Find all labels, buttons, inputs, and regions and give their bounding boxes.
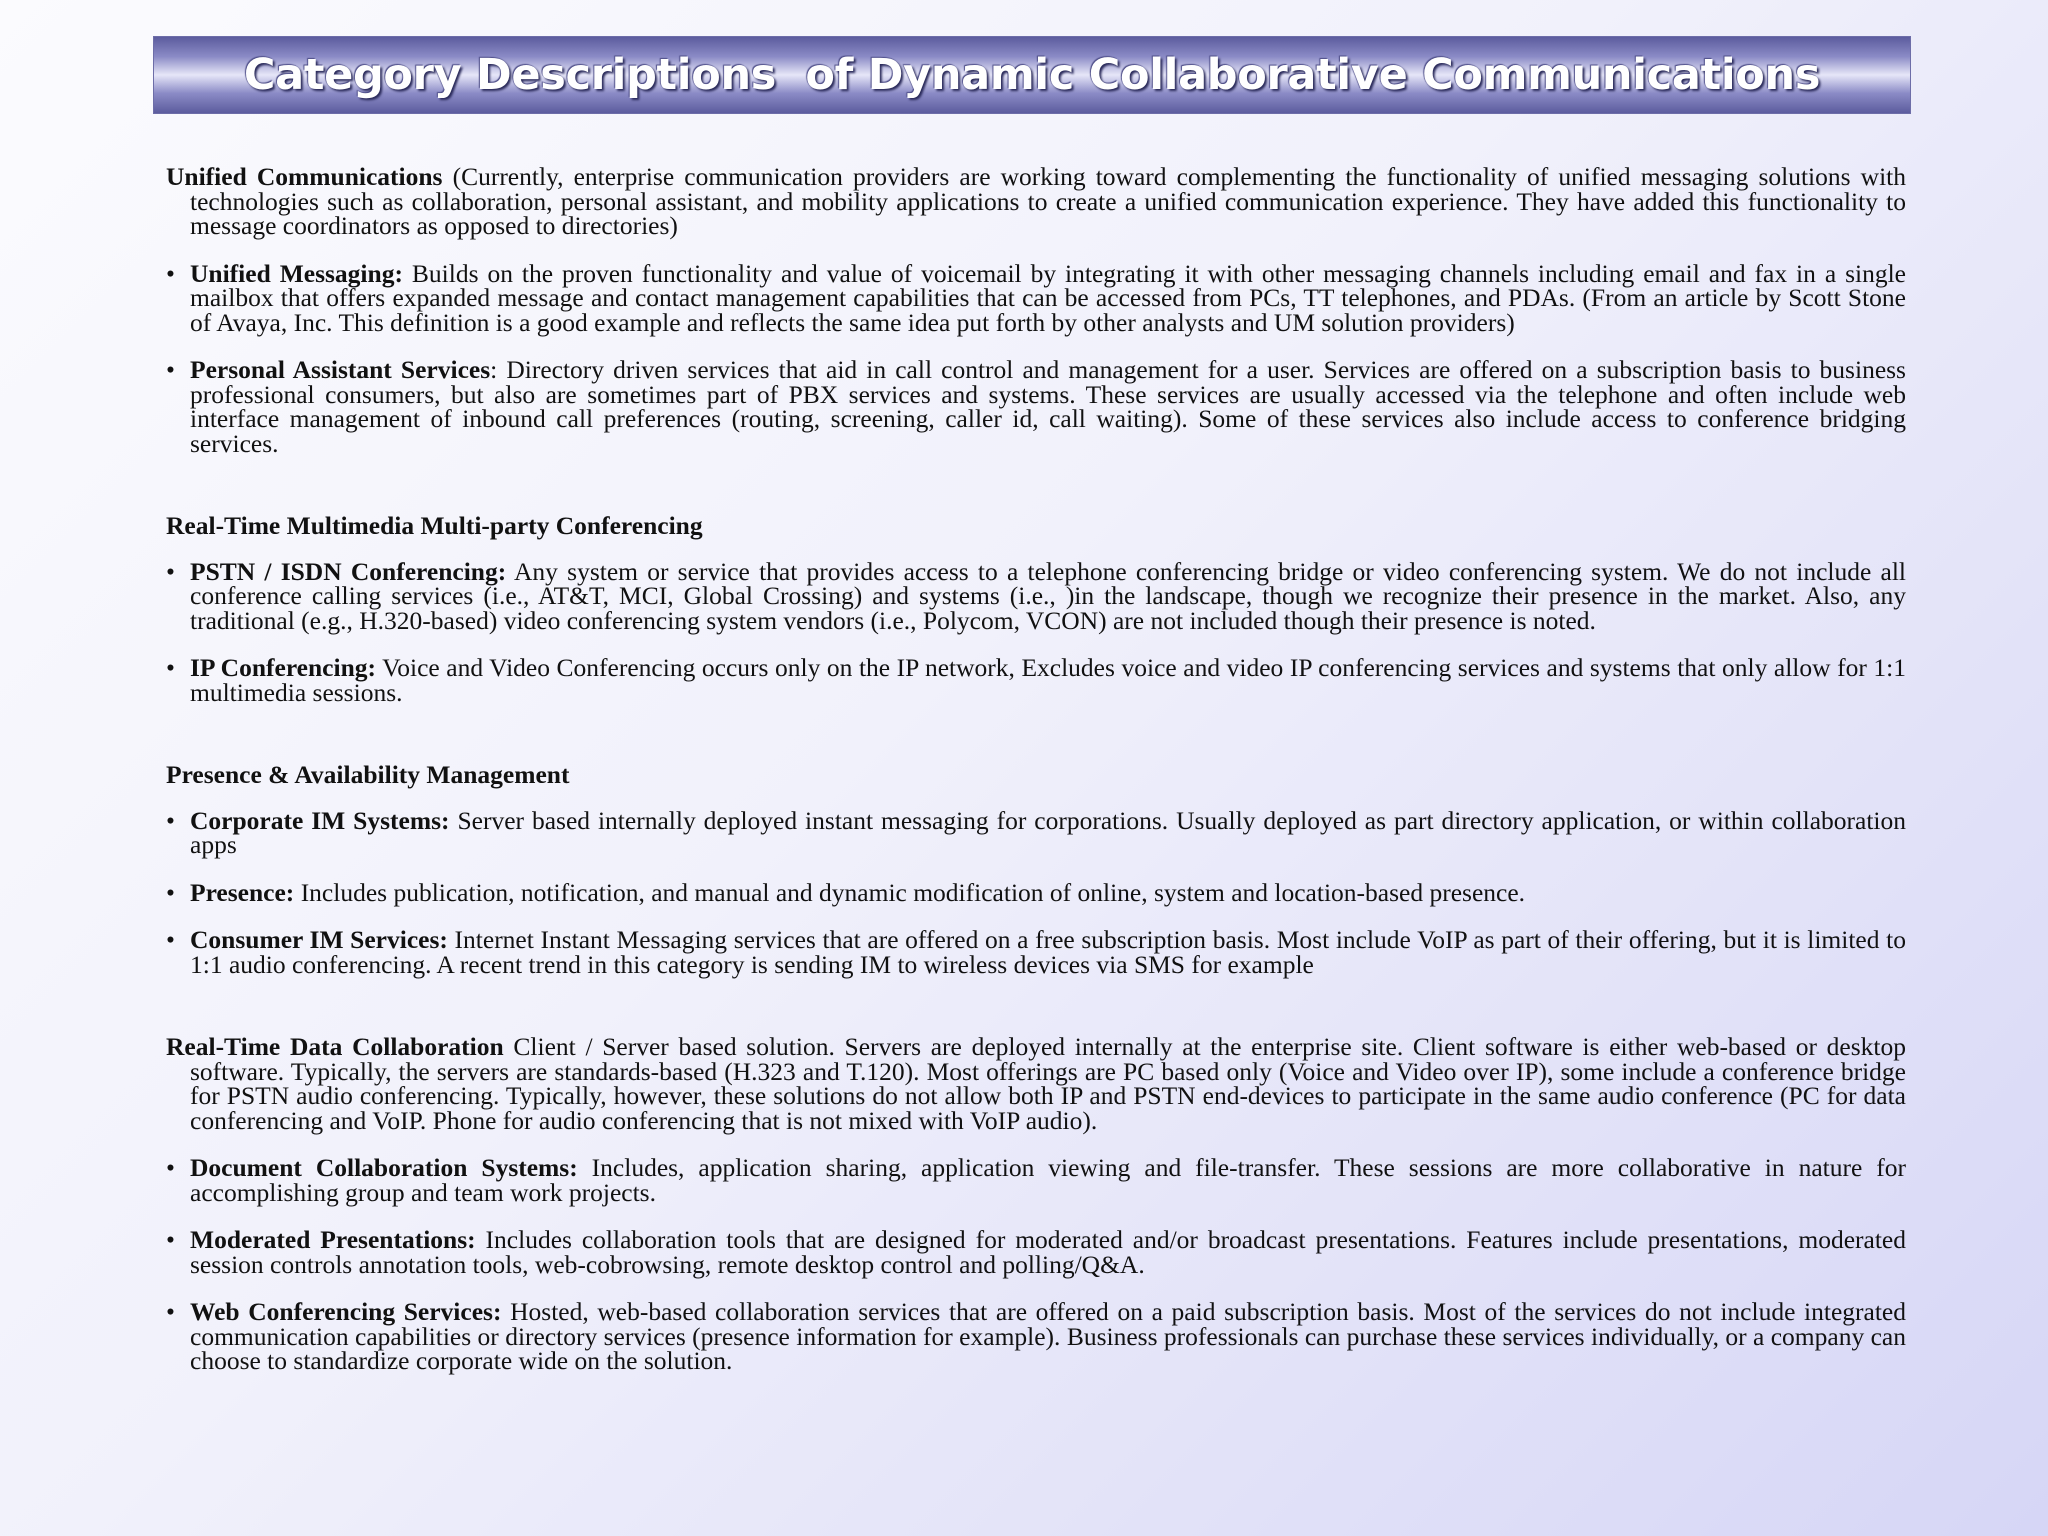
item-text: Includes, application sharing, application viewing and file-transfer. These sessions are more collaborative in nature for accomplishing group and team work projects.	[190, 1153, 1906, 1207]
item-text: Server based internally deployed instant messaging for corporations. Usually deployed as part directory application, or within collaboration apps	[190, 805, 1907, 859]
list-item-ip-conferencing	[166, 653, 1906, 707]
bullet-icon: •	[166, 877, 175, 907]
bullet-icon: •	[166, 355, 175, 384]
list-item-personal-assistant	[166, 355, 1906, 458]
bullet-icon: •	[166, 805, 175, 835]
bullet-icon: •	[166, 1297, 175, 1326]
list-item-corporate-im	[166, 805, 1907, 859]
bullet-icon: •	[166, 1225, 175, 1254]
item-term: Consumer IM Services:	[190, 925, 448, 954]
item-term: Personal Assistant Services	[190, 355, 491, 384]
item-term: Web Conferencing Services:	[190, 1297, 502, 1326]
item-term: Moderated Presentations:	[190, 1225, 476, 1254]
item-text: Includes collaboration tools that are designed for moderated and/or broadcast presentations. Features include presentations, moderated session controls annotation tools, web-cobrowsing, remote desktop control and polling/Q&A.	[190, 1225, 1907, 1279]
bullet-icon: •	[166, 925, 175, 954]
document-body	[166, 162, 1907, 1375]
bullet-icon: •	[166, 653, 175, 682]
data-collaboration-paragraph	[166, 1032, 1906, 1135]
bullet-icon: •	[166, 258, 175, 288]
item-text: Any system or service that provides access to a telephone conferencing bridge or video conferencing system. We do not include all conference calling services (i.e., AT&T, MCI, Global Crossing) and systems (i.e., )in the landscape, though we recognize their presence in the market. Also, any traditional (e.g., H.320-based) video conferencing system vendors (i.e., Polycom, VCON) are not included though their presence is noted.	[190, 556, 1906, 635]
list-item-presence	[166, 877, 1906, 907]
section-heading-conferencing: Real-Time Multimedia Multi-party Conferencing	[166, 511, 703, 540]
item-text: Voice and Video Conferencing occurs only on the IP network, Excludes voice and video IP conferencing services and systems that only allow for 1:1 multimedia sessions.	[190, 653, 1906, 707]
list-item-moderated-presentations	[166, 1225, 1907, 1279]
item-term: PSTN / ISDN Conferencing:	[190, 556, 507, 586]
item-term: Corporate IM Systems:	[190, 805, 450, 835]
section-text: Client / Server based solution. Servers are deployed internally at the enterprise site. Client software is either web-based or desktop software. Typically, the servers are standards-based (H.323 and T.120). Most offerings are PC based only (Voice and Video over IP), some include a conference bridge for PSTN audio conferencing. Typically, however, these solutions do not allow both IP and PSTN end-devices to participate in the same audio conference (PC for data conferencing and VoIP. Phone for audio conferencing that is not mixed with VoIP audio).	[190, 1032, 1906, 1135]
list-item-unified-messaging	[166, 258, 1907, 337]
title-banner	[153, 36, 1911, 114]
item-text: Includes publication, notification, and manual and dynamic modification of online, system and location-based presence.	[294, 877, 1526, 907]
item-text: Hosted, web-based collaboration services that are offered on a paid subscription basis. Most of the services do not include integrated communication capabilities or directory services (presence information for example). Business professionals can purchase these services individually, or a company can choose to standardize corporate wide on the solution.	[190, 1297, 1906, 1375]
list-item-consumer-im	[166, 925, 1906, 979]
section-heading-presence: Presence & Availability Management	[166, 760, 570, 789]
section-text: (Currently, enterprise communication providers are working toward complementing the functionality of unified messaging solutions with technologies such as collaboration, personal assistant, and mobility applications to create a unified communication experience. They have added this functionality to message coordinators as opposed to directories)	[190, 162, 1907, 240]
list-item-web-conferencing	[166, 1297, 1906, 1375]
page-title: Category Descriptions of Dynamic Collaborative Communications	[243, 50, 1821, 100]
section-term: Real-Time Data Collaboration	[166, 1032, 504, 1061]
item-term: Document Collaboration Systems:	[190, 1153, 578, 1182]
item-term: IP Conferencing:	[190, 653, 376, 682]
item-term: Presence:	[190, 877, 295, 907]
bullet-icon: •	[166, 556, 175, 586]
section-term: Unified Communications	[166, 162, 443, 191]
item-term: Unified Messaging:	[190, 258, 403, 288]
item-text: Internet Instant Messaging services that are offered on a free subscription basis. Most include VoIP as part of their offering, but it is limited to 1:1 audio conferencing. A recent trend in this category is sending IM to wireless devices via SMS for example	[190, 925, 1906, 979]
list-item-pstn-isdn	[166, 556, 1906, 635]
unified-communications-paragraph	[166, 162, 1907, 240]
item-text: Builds on the proven functionality and value of voicemail by integrating it with other messaging channels including email and fax in a single mailbox that offers expanded message and contact management capabilities that can be accessed from PCs, TT telephones, and PDAs. (From an article by Scott Stone of Avaya, Inc. This definition is a good example and reflects the same idea put forth by other analysts and UM solution providers)	[190, 258, 1907, 337]
item-text: : Directory driven services that aid in call control and management for a user. Services are offered on a subscription basis to business professional consumers, but also are sometimes part of PBX services and systems. These services are usually accessed via the telephone and often include web interface management of inbound call preferences (routing, screening, caller id, call waiting). Some of these services also include access to conference bridging services.	[190, 355, 1906, 458]
list-item-document-collaboration	[166, 1153, 1906, 1207]
bullet-icon: •	[166, 1153, 175, 1182]
